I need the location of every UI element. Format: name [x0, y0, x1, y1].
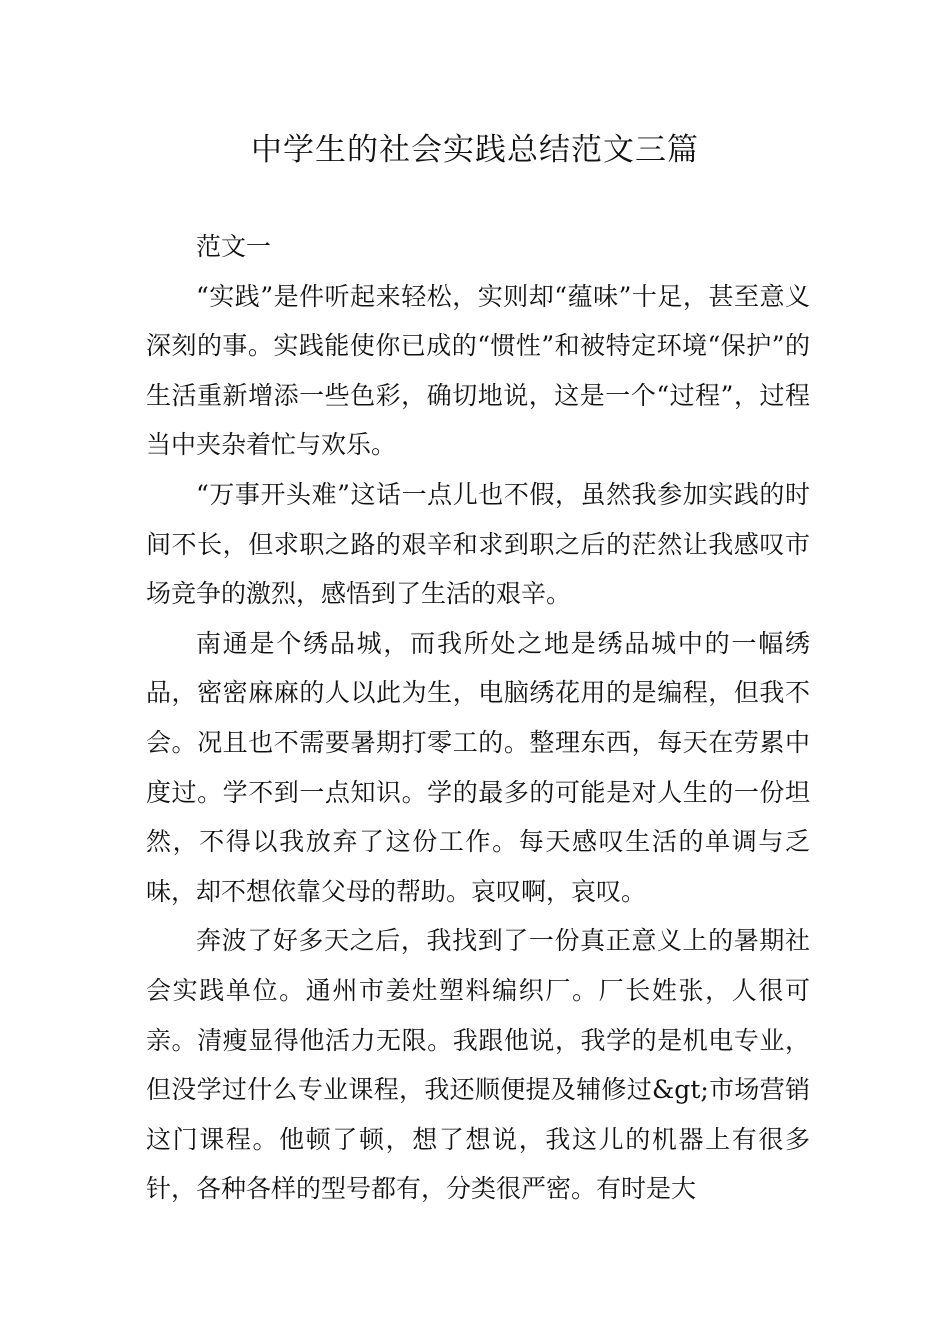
paragraph: “万事开头难”这话一点儿也不假，虽然我参加实践的时间不长，但求职之路的艰辛和求到职之后的茫然让我感叹市场竞争的激烈，感悟到了生活的艰辛。 — [146, 479, 810, 609]
section-heading: 范文一 — [196, 232, 272, 261]
paragraph: “实践”是件听起来轻松，实则却“蕴味”十足，甚至意义深刻的事。实践能使你已成的“惯性”和被特定环境“保护”的生活重新增添一些色彩，确切地说，这是一个“过程”，过程当中夹杂着忙与欢乐。 — [146, 281, 810, 460]
paragraph: 奔波了好多天之后，我找到了一份真正意义上的暑期社会实践单位。通州市姜灶塑料编织厂。厂长姓张，人很可亲。清瘦显得他活力无限。我跟他说，我学的是机电专业，但没学过什么专业课程，我还顺便提及辅修过&gt;市场营销这门课程。他顿了顿，想了想说，我这儿的机器上有很多针，各种各样的型号都有，分类很严密。有时是大 — [146, 926, 810, 1204]
document-title: 中学生的社会实践总结范文三篇 — [251, 132, 699, 168]
paragraph: 南通是个绣品城，而我所处之地是绣品城中的一幅绣品，密密麻麻的人以此为生，电脑绣花用的是编程，但我不会。况且也不需要暑期打零工的。整理东西，每天在劳累中度过。学不到一点知识。学的最多的可能是对人生的一份坦然，不得以我放弃了这份工作。每天感叹生活的单调与乏味，却不想依靠父母的帮助。哀叹啊，哀叹。 — [146, 628, 810, 906]
document-body — [146, 222, 810, 1214]
